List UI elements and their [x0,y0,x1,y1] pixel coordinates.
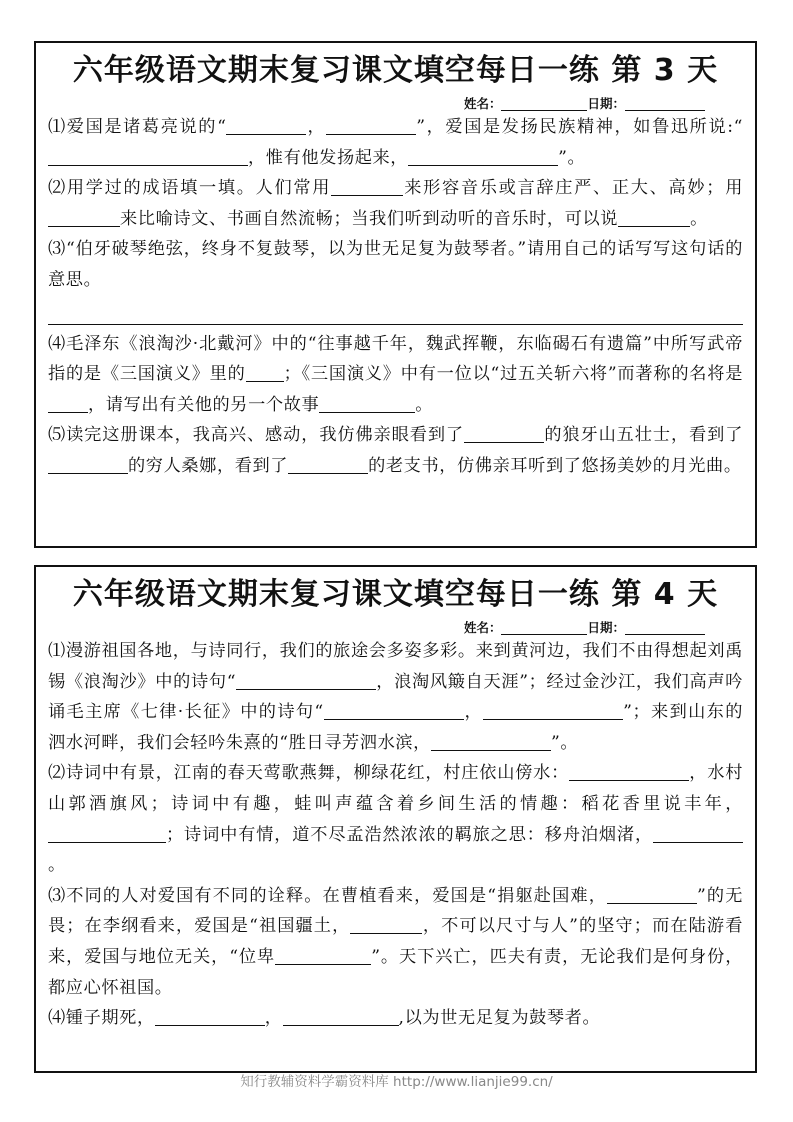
name-field[interactable] [501,616,587,635]
answer-blank[interactable] [431,732,551,751]
answer-blank[interactable] [226,116,306,135]
answer-blank[interactable] [653,824,743,843]
worksheet-day-3 [34,41,757,548]
answer-blank[interactable] [319,394,415,413]
answer-blank[interactable] [569,762,689,781]
date-field[interactable] [625,92,705,111]
date-field[interactable] [625,616,705,635]
answer-blank[interactable] [288,455,368,474]
answer-blank[interactable] [607,885,697,904]
question-2: ⑵用学过的成语填一填。人们常用 来形容音乐或言辞庄严、正大、高妙；用来比喻诗文、书画自然流畅；当我们听到动听的音乐时，可以说 。 [48,178,743,229]
answer-blank[interactable] [246,363,284,382]
name-date-line [48,92,743,112]
worksheet-title: 六年级语文期末复习课文填空每日一练 第 3 天 [72,53,719,88]
question-1: ⑴爱国是诸葛亮说的“ ， ”，爱国是发扬民族精神，如鲁迅所说:“，惟有他发扬起来， ”。 [48,117,744,168]
answer-blank[interactable] [48,147,248,166]
date-label: 日期： [587,96,625,111]
footer-watermark: 知行教辅资料学霸资料库 http://www.lianjie99.cn/ [240,1074,553,1090]
question-4: ⑷毛泽东《浪淘沙·北戴河》中的“往事越千年，魏武挥鞭，东临碣石有遗篇”中所写武帝指的是《三国演义》里的 ；《三国演义》中有一位以“过五关斩六将”而著称的名将是，请写出有关他的另一个故事 。 [48,333,743,415]
answer-blank[interactable] [283,1007,399,1026]
answer-blank[interactable] [48,455,128,474]
answer-blank[interactable] [331,177,403,196]
answer-blank[interactable] [236,671,376,690]
answer-blank[interactable] [350,915,422,934]
answer-blank[interactable] [483,701,623,720]
name-label: 姓名： [463,620,502,635]
answer-blank[interactable] [324,701,464,720]
answer-line[interactable] [48,296,743,325]
date-label: 日期： [587,620,625,635]
worksheet-day-4 [34,565,757,1073]
question-3: ⑶不同的人对爱国有不同的诠释。在曹植看来，爱国是“捐躯赴国难， ”的无畏；在李纲看来，爱国是“祖国疆土， ，不可以尺寸与人”的坚守；而在陆游看来，爱国与地位无关，“位卑 ”。天下兴亡，匹夫有责，无论我们是何身份，都应心怀祖国。 [48,885,744,998]
question-4: ⑷锺子期死， ， ,以为世无足复为鼓琴者。 [48,1008,601,1029]
answer-blank[interactable] [618,208,690,227]
answer-blank[interactable] [326,116,416,135]
question-3: ⑶“伯牙破琴绝弦，终身不复鼓琴，以为世无足复为鼓琴者。”请用自己的话写写这句话的意思。 [48,239,743,290]
worksheet-title: 六年级语文期末复习课文填空每日一练 第 4 天 [72,577,719,612]
answer-blank[interactable] [275,946,371,965]
answer-blank[interactable] [464,424,544,443]
answer-blank[interactable] [48,394,88,413]
name-date-line [48,616,743,636]
answer-blank[interactable] [48,824,166,843]
answer-blank[interactable] [408,147,558,166]
answer-blank[interactable] [48,208,120,227]
name-label: 姓名： [463,96,502,111]
question-2: ⑵诗词中有景，江南的春天莺歌燕舞，柳绿花红，村庄依山傍水： ，水村山郭酒旗风；诗词中有趣，蛙叫声蕴含着乡间生活的情趣：稻花香里说丰年，；诗词中有情，道不尽孟浩然浓浓的羁旅之思：移舟泊烟渚，。 [48,763,743,876]
name-field[interactable] [501,92,587,111]
question-1: ⑴漫游祖国各地，与诗同行，我们的旅途会多姿多彩。来到黄河边，我们不由得想起刘禹锡《浪淘沙》中的诗句“ ，浪淘风簸自天涯”；经过金沙江，我们高声吟诵毛主席《七律·长征》中的诗句“ ， ”；来到山东的泗水河畔，我们会轻吟朱熹的“胜日寻芳泗水滨， ”。 [48,641,744,753]
answer-blank[interactable] [155,1007,265,1026]
question-5: ⑸读完这册课本，我高兴、感动，我仿佛亲眼看到了 的狼牙山五壮士，看到了的穷人桑娜，看到了 的老支书，仿佛亲耳听到了悠扬美妙的月光曲。 [48,425,743,476]
